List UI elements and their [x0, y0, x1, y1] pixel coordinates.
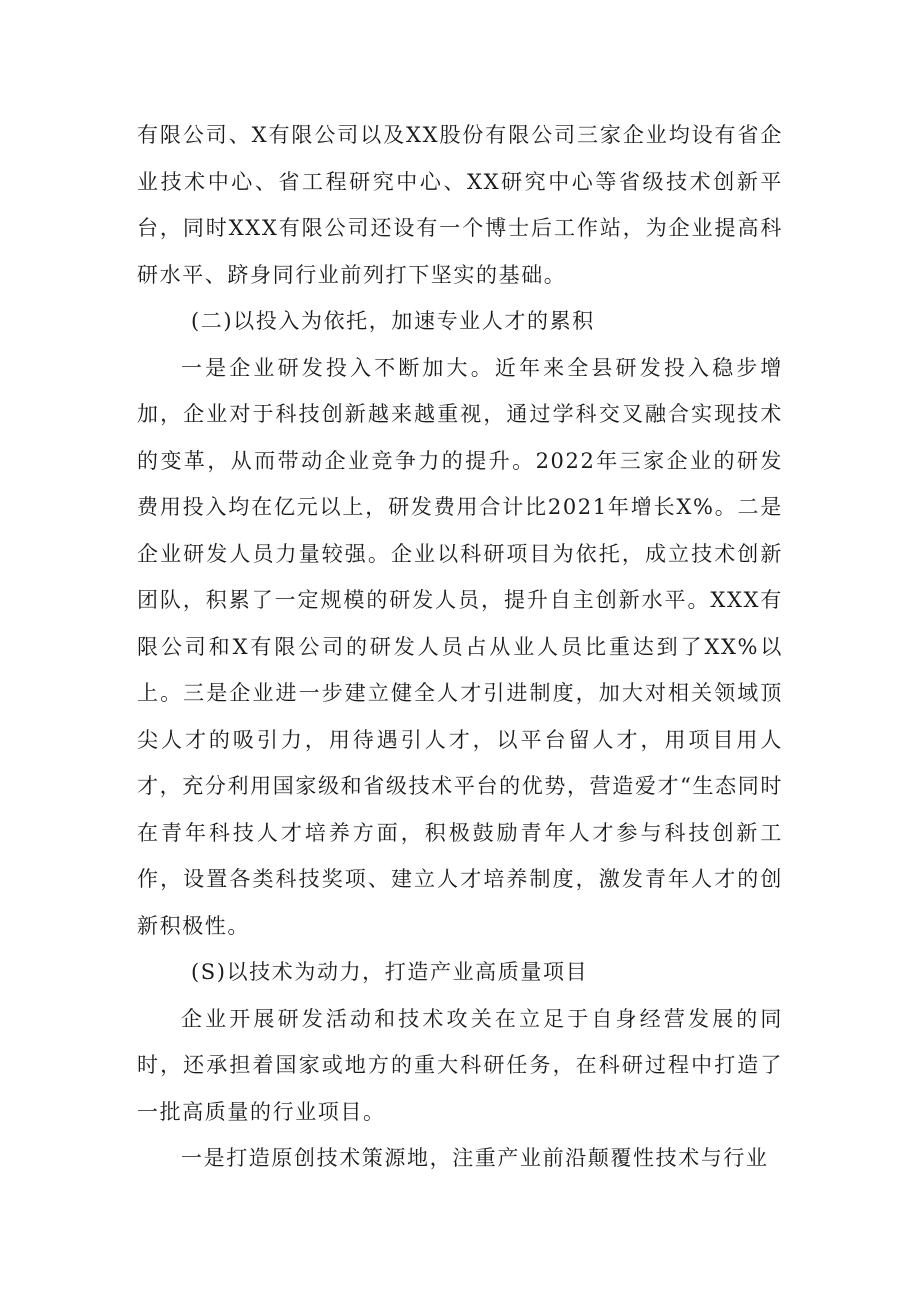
paragraph-research-projects: 企业开展研发活动和技术攻关在立足于自身经营发展的同时，还承担着国家或地方的重大科研任务，在科研过程中打造了一批高质量的行业项目。: [137, 1006, 783, 1124]
paragraph-original-technology: 一是打造原创技术策源地，注重产业前沿颠覆性技术与行业: [181, 1146, 769, 1170]
paragraph-continuation: 有限公司、X有限公司以及XX股份有限公司三家企业均设有省企业技术中心、省工程研究中心、XX研究中心等省级技术创新平台，同时XXX有限公司还设有一个博士后工作站，为企业提高科研水平、跻身同行业前列打下坚实的基础。: [137, 123, 783, 287]
section-heading-technology: (S)以技术为动力，打造产业高质量项目: [191, 960, 589, 984]
section-heading-investment: (二)以投入为依托，加速专业人才的累积: [191, 309, 595, 333]
paragraph-rd-investment: 一是企业研发投入不断加大。近年来全县研发投入稳步增加，企业对于科技创新越来越重视，通过学科交叉融合实现技术的变革，从而带动企业竞争力的提升。2022年三家企业的研发费用投入均在亿元以上，研发费用合计比2021年增长X%。二是企业研发人员力量较强。企业以科研项目为依托，成立技术创新团队，积累了一定规模的研发人员，提升自主创新水平。XXX有限公司和X有限公司的研发人员占从业人员比重达到了XX%以上。三是企业进一步建立健全人才引进制度，加大对相关领域顶尖人才的吸引力，用待遇引人才，以平台留人才，用项目用人才，充分利用国家级和省级技术平台的优势，营造爱才“生态同时在青年科技人才培养方面，积极鼓励青年人才参与科技创新工作，设置各类科技奖项、建立人才培养制度，激发青年人才的创新积极性。: [137, 355, 783, 938]
document-body: [137, 112, 783, 1182]
